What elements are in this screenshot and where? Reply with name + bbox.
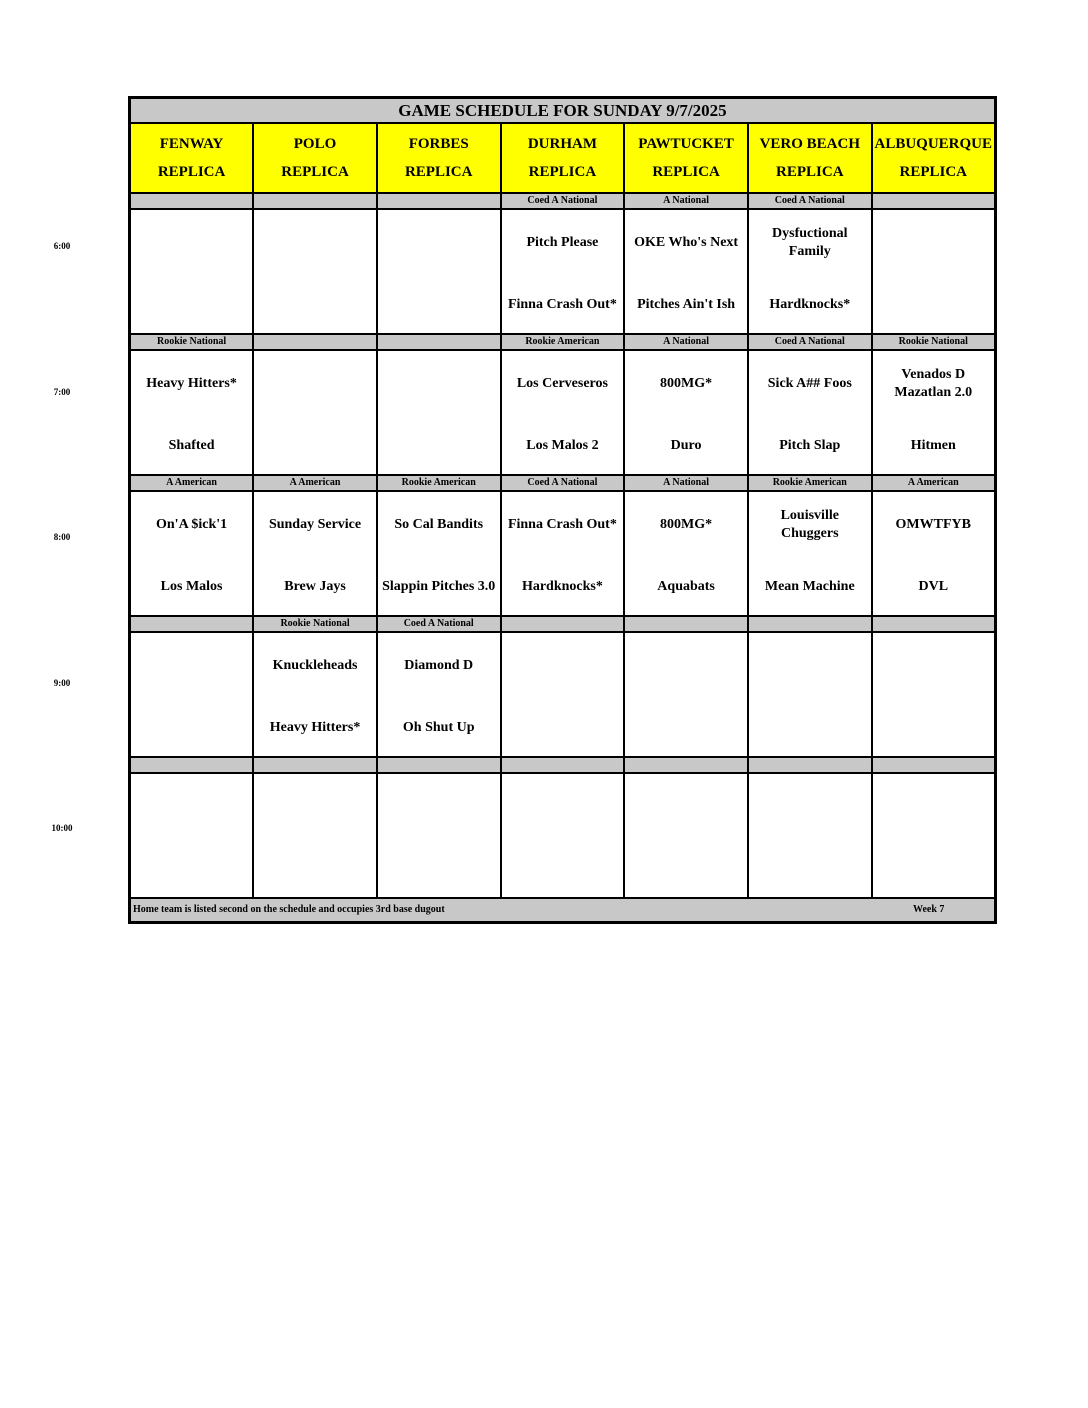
game-row — [130, 491, 996, 616]
away-team — [749, 633, 871, 699]
week-label: Week 7 — [913, 904, 945, 915]
away-team: 800MG* — [660, 376, 713, 391]
game-cell — [748, 773, 872, 898]
footer-note: Home team is listed second on the schedule and occupies 3rd base dugout — [133, 904, 445, 915]
division-row — [130, 193, 996, 209]
game-cell — [872, 632, 996, 757]
division-label — [130, 193, 254, 209]
away-team: Heavy Hitters* — [146, 376, 237, 391]
division-label — [253, 193, 377, 209]
away-team: Los Cerveseros — [516, 376, 608, 391]
away-team — [378, 210, 500, 276]
game-cell — [872, 491, 996, 616]
away-team — [502, 633, 624, 699]
away-team: Pitch Please — [526, 235, 599, 250]
game-cell — [748, 632, 872, 757]
division-label: Coed A National — [377, 616, 501, 632]
home-team — [378, 276, 500, 333]
away-team — [131, 774, 252, 840]
division-row — [130, 616, 996, 632]
away-team — [873, 633, 994, 699]
division-label — [377, 334, 501, 350]
home-team — [254, 840, 376, 897]
home-team: Finna Crash Out* — [507, 296, 617, 312]
venue-header — [377, 123, 501, 193]
division-label: A American — [872, 475, 996, 491]
game-cell — [130, 209, 254, 334]
home-team: Oh Shut Up — [402, 719, 475, 735]
game-cell — [624, 773, 748, 898]
division-label: A American — [130, 475, 254, 491]
home-team: Hardknocks* — [769, 296, 851, 312]
home-team: Duro — [670, 437, 702, 453]
division-label — [377, 757, 501, 773]
away-team — [749, 774, 871, 840]
time-label: 7:00 — [53, 387, 71, 397]
game-cell — [624, 491, 748, 616]
game-cell — [253, 209, 377, 334]
home-team — [254, 276, 376, 333]
home-team — [749, 699, 871, 756]
away-team: So Cal Bandits — [394, 517, 484, 532]
away-team — [131, 633, 252, 699]
away-team — [378, 774, 500, 840]
away-team — [254, 774, 376, 840]
game-cell — [377, 773, 501, 898]
game-cell — [501, 209, 625, 334]
home-team — [131, 699, 252, 756]
away-team: Knuckleheads — [272, 658, 358, 673]
game-cell — [130, 350, 254, 475]
home-team: Shafted — [168, 437, 215, 453]
away-team: Finna Crash Out* — [507, 517, 617, 532]
footer — [130, 898, 996, 923]
game-cell — [130, 491, 254, 616]
venue-subtitle: REPLICA — [281, 164, 349, 180]
game-cell — [624, 350, 748, 475]
venue-subtitle: REPLICA — [652, 164, 720, 180]
game-cell — [872, 350, 996, 475]
home-team — [254, 417, 376, 474]
game-cell — [253, 632, 377, 757]
home-team — [873, 840, 994, 897]
away-team — [625, 774, 747, 840]
division-label: Rookie National — [130, 334, 254, 350]
game-row — [130, 209, 996, 334]
home-team — [625, 699, 747, 756]
game-cell — [377, 632, 501, 757]
division-label — [624, 757, 748, 773]
game-row — [130, 773, 996, 898]
away-team — [254, 351, 376, 417]
venue-name: FORBES — [408, 136, 469, 152]
away-team — [873, 774, 994, 840]
game-cell — [130, 773, 254, 898]
away-team: Diamond D — [404, 658, 474, 673]
schedule-title: GAME SCHEDULE FOR SUNDAY 9/7/2025 — [130, 98, 996, 124]
home-team: Aquabats — [657, 578, 715, 594]
division-row — [130, 475, 996, 491]
venue-name: POLO — [293, 136, 337, 152]
division-label — [130, 616, 254, 632]
home-team: Pitch Slap — [779, 437, 841, 453]
game-cell — [130, 632, 254, 757]
away-team: 800MG* — [660, 517, 713, 532]
game-cell — [377, 350, 501, 475]
game-cell — [253, 491, 377, 616]
game-cell — [748, 209, 872, 334]
game-cell — [872, 209, 996, 334]
division-label: Rookie American — [501, 334, 625, 350]
division-label: Coed A National — [501, 193, 625, 209]
venue-subtitle: REPLICA — [157, 164, 226, 180]
division-label: Coed A National — [748, 193, 872, 209]
division-label: A National — [624, 334, 748, 350]
away-team: Sunday Service — [268, 517, 362, 532]
game-cell — [253, 350, 377, 475]
away-team: OKE Who's Next — [634, 235, 739, 250]
home-team: Hardknocks* — [521, 578, 603, 594]
time-label: 10:00 — [51, 823, 73, 833]
division-label: Rookie National — [872, 334, 996, 350]
venue-header — [253, 123, 377, 193]
home-team: DVL — [918, 578, 949, 594]
division-label: A National — [624, 193, 748, 209]
division-label — [253, 757, 377, 773]
schedule-table — [128, 96, 997, 924]
division-label: A National — [624, 475, 748, 491]
division-label — [253, 334, 377, 350]
division-label — [748, 616, 872, 632]
game-cell — [377, 491, 501, 616]
home-team — [625, 840, 747, 897]
division-label: A American — [253, 475, 377, 491]
time-label: 6:00 — [53, 241, 71, 251]
home-team: Slappin Pitches 3.0 — [382, 578, 496, 594]
game-cell — [748, 350, 872, 475]
game-cell — [501, 350, 625, 475]
home-team — [502, 840, 624, 897]
game-cell — [253, 773, 377, 898]
game-cell — [377, 209, 501, 334]
away-team: OMWTFYB — [895, 517, 971, 532]
time-label: 9:00 — [53, 678, 71, 688]
game-cell — [624, 632, 748, 757]
home-team: Los Malos — [160, 578, 223, 594]
division-label: Rookie American — [748, 475, 872, 491]
game-cell — [748, 491, 872, 616]
division-label: Rookie National — [253, 616, 377, 632]
venue-header — [501, 123, 625, 193]
home-team — [378, 417, 500, 474]
division-label: Coed A National — [748, 334, 872, 350]
home-team — [131, 840, 252, 897]
venue-name: ALBUQUERQUE — [874, 136, 993, 152]
division-row — [130, 757, 996, 773]
division-label: Coed A National — [501, 475, 625, 491]
away-team: On'A $ick'1 — [156, 517, 228, 532]
home-team — [749, 840, 871, 897]
home-team — [873, 699, 994, 756]
away-team — [131, 210, 252, 276]
division-label — [624, 616, 748, 632]
away-team — [378, 351, 500, 417]
division-label — [872, 616, 996, 632]
venue-name: PAWTUCKET — [638, 136, 734, 152]
home-team — [502, 699, 624, 756]
venue-subtitle: REPLICA — [528, 164, 597, 180]
venue-name: DURHAM — [527, 136, 597, 152]
game-cell — [624, 209, 748, 334]
away-team — [502, 774, 624, 840]
division-label — [872, 193, 996, 209]
venue-subtitle: REPLICA — [776, 164, 844, 180]
game-cell — [501, 491, 625, 616]
venue-header — [872, 123, 996, 193]
venue-header-row — [130, 123, 996, 193]
home-team: Heavy Hitters* — [269, 719, 361, 735]
home-team: Pitches Ain't Ish — [637, 296, 736, 312]
time-label: 8:00 — [53, 532, 71, 542]
away-team: Sick A## Foos — [767, 376, 852, 391]
home-team — [378, 840, 500, 897]
away-team — [625, 633, 747, 699]
venue-header — [624, 123, 748, 193]
game-row — [130, 350, 996, 475]
away-team — [254, 210, 376, 276]
division-label — [872, 757, 996, 773]
venue-subtitle: REPLICA — [404, 164, 473, 180]
game-row — [130, 632, 996, 757]
venue-subtitle: REPLICA — [899, 164, 968, 180]
footer-row — [130, 898, 996, 923]
division-label: Rookie American — [377, 475, 501, 491]
game-cell — [501, 773, 625, 898]
venue-name: VERO BEACH — [759, 136, 860, 152]
home-team: Brew Jays — [284, 578, 346, 594]
division-label — [501, 616, 625, 632]
time-column — [0, 0, 125, 1408]
game-cell — [501, 632, 625, 757]
away-team — [873, 210, 994, 276]
game-cell — [872, 773, 996, 898]
division-label — [377, 193, 501, 209]
home-team: Los Malos 2 — [526, 437, 599, 453]
away-team: Venados D Mazatlan 2.0 — [894, 367, 973, 400]
home-team — [873, 276, 994, 333]
venue-header — [748, 123, 872, 193]
division-label — [130, 757, 254, 773]
home-team: Mean Machine — [764, 578, 855, 594]
division-label — [501, 757, 625, 773]
away-team: Louisville Chuggers — [780, 508, 839, 541]
away-team: Dysfuctional Family — [772, 226, 848, 259]
division-label — [748, 757, 872, 773]
division-row — [130, 334, 996, 350]
home-team — [131, 276, 252, 333]
venue-header — [130, 123, 254, 193]
home-team: Hitmen — [910, 437, 956, 453]
venue-name: FENWAY — [159, 136, 224, 152]
